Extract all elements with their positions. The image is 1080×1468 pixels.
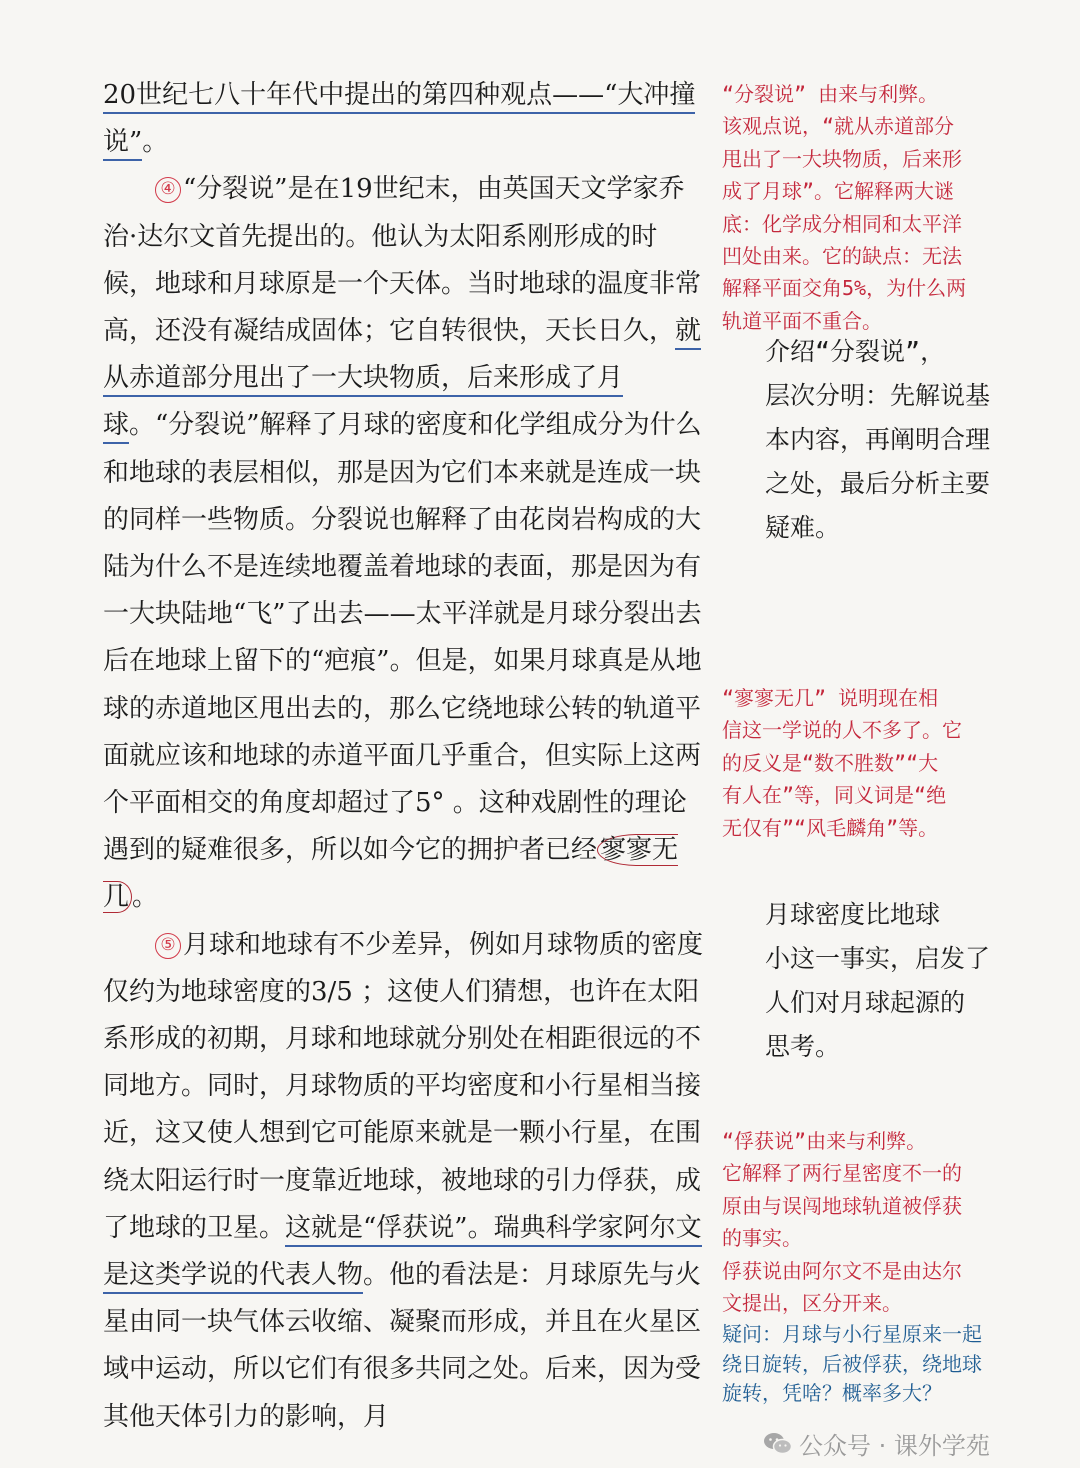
- paragraph-5: ⑤ 月球和地球有不少差异，例如月球物质的密度仅约为地球密度的3/5 ；这使人们猜想，也许在太阳系形成的初期，月球和地球就分别处在相距很远的不同地方。同时，月球物质的平均密度和小行星相当接近，这又使人想到它可能原来就是一颗小行星，在围绕太阳运行时一度靠近地球，被地球的引力俘获，成了地球的卫星。这就是“俘获说”。瑞典科学家阿尔文是这类学说的代表人物。他的看法是：月球原先与火星由同一块气体云收缩、凝聚而形成，并且在火星区域中运动，所以它们有很多共同之处。后来，因为受其他天体引力的影响，月: [103, 929, 704, 1432]
- watermark-text: 公众号 · 课外学苑: [799, 1432, 990, 1460]
- underlined-phrase: 这就是“俘获说”。瑞典科学家阿尔文是这类学说的代表人物: [103, 1213, 702, 1294]
- underlined-phrase: 20世纪七八十年代中提出的第四种观点——“大冲撞说”: [103, 80, 695, 161]
- underlined-phrase: 就从赤道部分甩出了一大块物质，后来形成了月球: [103, 316, 701, 444]
- paragraph-4: ④ “分裂说”是在19世纪末，由英国天文学家乔治·达尔文首先提出的。他认为太阳系刚形成的时候，地球和月球原是一个天体。当时地球的温度非常高，还没有凝结成固体；它自转很快，天长日久，就从赤道部分甩出了一大块物质，后来形成了月球。“分裂说”解释了月球的密度和化学组成分为什么和地球的表层相似，那是因为它们本来就是连成一块的同样一些物质。分裂说也解释了由花岗岩构成的大陆为什么不是连续地覆盖着地球的表面，那是因为有一大块陆地“飞”了出去——太平洋就是月球分裂出去后在地球上留下的“疤痕”。但是，如果月球真是从地球的赤道地区甩出去的，那么它绕地球公转的轨道平面就应该和地球的赤道平面几乎重合，但实际上这两个平面相交的角度却超过了5° 。这种戏剧性的理论遇到的疑难很多，所以如今它的拥护者已经 寥寥无几 。: [103, 174, 702, 913]
- watermark: [763, 1426, 990, 1461]
- annotation-density: 月球密度比地球 小这一事实，启发了 人们对月球起源的 思考。: [765, 900, 991, 1061]
- annotation-question: 疑问：月球与小行星原来一起 绕日旋转，后被俘获，绕地球 旋转，凭啥？概率多大？: [722, 1322, 982, 1405]
- paragraph-number: ④: [155, 177, 181, 203]
- circled-phrase: 寥寥无几: [103, 835, 679, 913]
- annotation-few-remaining: “寥寥无几” 说明现在相 信这一学说的人不多了。它 的反义是“数不胜数”“大 有人在”等，同义词是“绝 无仅有”“风毛麟角”等。: [722, 686, 962, 840]
- wechat-icon: [763, 1431, 793, 1457]
- annotation-split-theory: “分裂说” 由来与利弊。 该观点说，“就从赤道部分 甩出了一大块物质，后来形 成了月球”。它解释两大谜 底：化学成分相同和太平洋 凹处由来。它的缺点：无法 解释平面交角5%，为什么两 轨道平面不重合。: [722, 82, 967, 333]
- paragraph-number: ⑤: [155, 933, 181, 959]
- main-text: [103, 72, 705, 1441]
- annotation-structure: 介绍“分裂说”， 层次分明：先解说基 本内容，再阐明合理 之处，最后分析主要 疑难。: [765, 337, 991, 542]
- paragraph-3-ending: 20世纪七八十年代中提出的第四种观点——“大冲撞说”。: [103, 72, 705, 166]
- annotation-capture-theory: “俘获说”由来与利弊。 它解释了两行星密度不一的 原由与误闯地球轨道被俘获 的事实。 俘获说由阿尔文不是由达尔 文提出，区分开来。: [722, 1129, 962, 1316]
